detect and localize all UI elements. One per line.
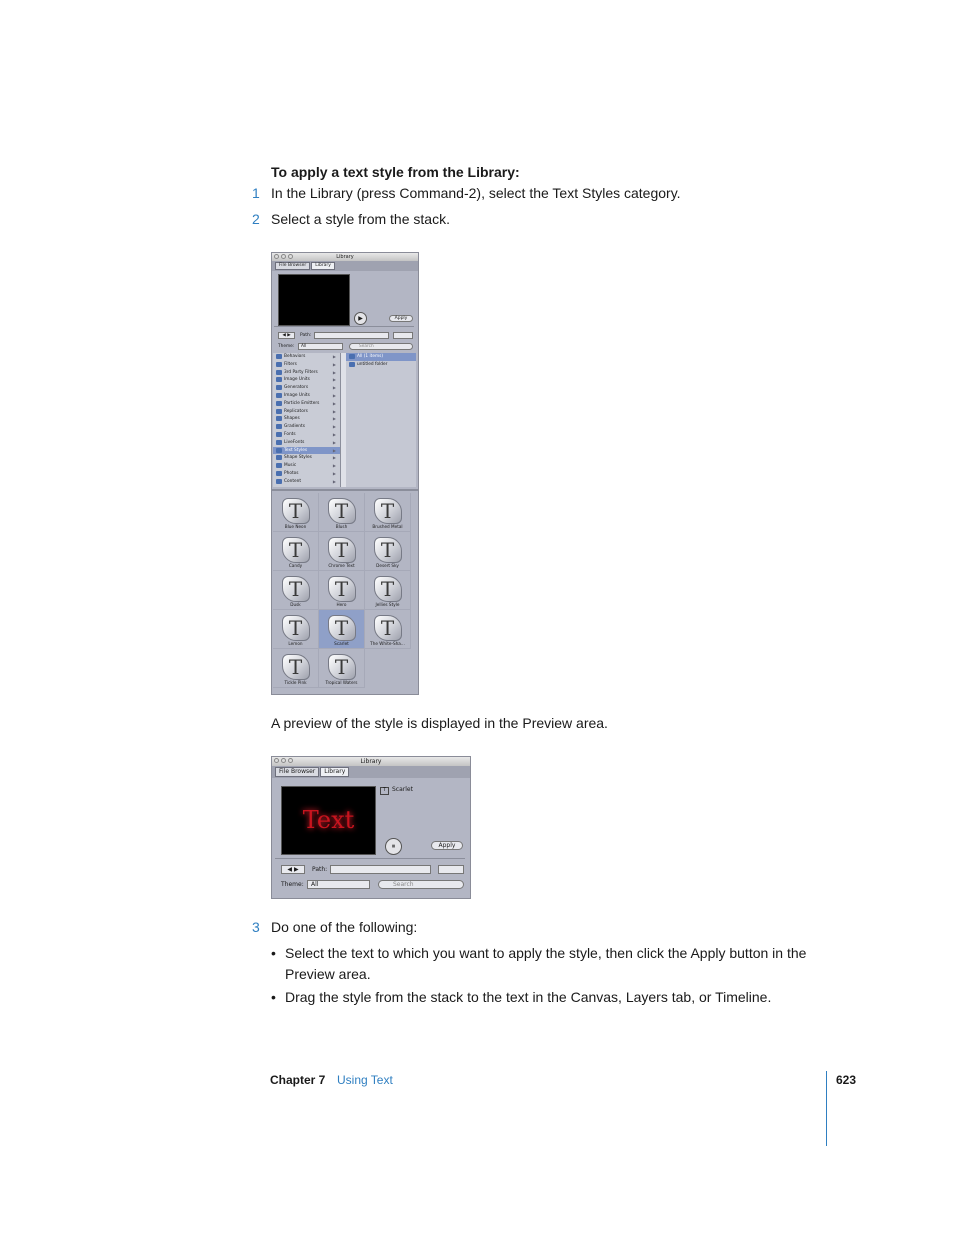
category-icon: [276, 362, 282, 367]
text-style-icon: T: [328, 498, 356, 524]
sidebar-item-label: Generators: [284, 385, 309, 391]
text-style-icon: T: [282, 576, 310, 602]
text-style-icon: T: [282, 537, 310, 563]
category-icon: [276, 448, 282, 453]
folder-item[interactable]: untitled folder: [346, 361, 416, 369]
disclosure-arrow-icon: ▶: [332, 424, 336, 430]
disclosure-arrow-icon: ▶: [332, 431, 336, 437]
tab-library[interactable]: Library: [320, 767, 349, 777]
path-label: Path:: [312, 866, 328, 873]
category-icon: [276, 471, 282, 476]
path-label: Path:: [300, 333, 312, 338]
disclosure-arrow-icon: ▶: [332, 385, 336, 391]
footer-chapter-title[interactable]: Using Text: [337, 1073, 393, 1087]
disclosure-arrow-icon: ▶: [332, 400, 336, 406]
sidebar-item-label: Shape Styles: [284, 455, 312, 461]
disclosure-arrow-icon: ▶: [332, 463, 336, 469]
style-label: Blue Neon: [284, 524, 307, 529]
pause-icon[interactable]: ⏸: [385, 838, 402, 855]
disclosure-arrow-icon: ▶: [332, 361, 336, 367]
tab-bar: [272, 261, 418, 271]
sidebar-item-label: LiveFonts: [284, 439, 305, 445]
sidebar-item-label: Behaviors: [284, 354, 306, 359]
window-titlebar: [272, 757, 470, 766]
style-item[interactable]: [365, 571, 411, 610]
window-title: Library: [336, 254, 354, 260]
bullet-text: Drag the style from the stack to the text in the Canvas, Layers tab, or Timeline.: [285, 989, 772, 1005]
sidebar-item-label: Replicators: [284, 408, 308, 414]
sidebar-item[interactable]: [273, 423, 340, 431]
sidebar-item-label: Filters: [284, 361, 297, 367]
play-icon[interactable]: ▶: [354, 312, 367, 325]
sidebar-item-label: Photos: [284, 470, 299, 476]
bullet-marker: •: [271, 945, 276, 961]
category-icon: [276, 424, 282, 429]
disclosure-arrow-icon: ▶: [332, 392, 336, 398]
disclosure-arrow-icon: ▶: [332, 369, 336, 375]
style-label: Tickle Pink: [284, 680, 307, 685]
divider: [274, 326, 414, 327]
text-style-icon: T: [380, 787, 389, 795]
style-item[interactable]: [319, 493, 365, 532]
step-text: Do one of the following:: [271, 919, 418, 935]
sidebar-item-label: Fonts: [284, 431, 296, 437]
style-item[interactable]: [319, 571, 365, 610]
style-name: T Scarlet: [380, 786, 413, 795]
apply-button[interactable]: Apply: [389, 315, 413, 322]
tab-library[interactable]: Library: [311, 262, 335, 270]
preview-text: Text: [302, 806, 355, 834]
step-3: [252, 919, 417, 935]
category-icon: [276, 393, 282, 398]
text-style-icon: T: [328, 654, 356, 680]
footer-rule: [826, 1071, 827, 1146]
style-item[interactable]: [319, 649, 365, 688]
sidebar-item[interactable]: [273, 376, 340, 384]
sidebar-item-label: Music: [284, 463, 297, 469]
procedure-heading: To apply a text style from the Library:: [271, 164, 520, 180]
style-stack: [273, 493, 411, 688]
tab-file-browser[interactable]: File Browser: [275, 262, 310, 270]
text-style-icon: T: [328, 537, 356, 563]
text-style-icon: T: [282, 654, 310, 680]
category-icon: [276, 416, 282, 421]
library-window-screenshot: [271, 252, 419, 695]
sidebar-item-label: Gradients: [284, 424, 305, 430]
step-text: In the Library (press Command-2), select the Text Styles category.: [271, 185, 681, 201]
sidebar-item[interactable]: [273, 392, 340, 400]
text-style-icon: T: [328, 615, 356, 641]
text-style-icon: T: [374, 537, 402, 563]
sidebar-item[interactable]: [273, 447, 340, 455]
text-style-icon: T: [282, 498, 310, 524]
tab-bar: [272, 766, 470, 778]
folder-pane: [346, 353, 416, 487]
apply-button[interactable]: Apply: [431, 841, 463, 850]
style-label: Chrome Text: [328, 563, 355, 568]
step-1: [252, 185, 681, 201]
search-field[interactable]: Search: [349, 343, 413, 350]
style-item[interactable]: [365, 610, 411, 649]
step-number: 2: [252, 211, 260, 227]
category-icon: [276, 432, 282, 437]
category-sidebar: [273, 353, 340, 487]
category-icon: [276, 455, 282, 460]
step-text: Select a style from the stack.: [271, 211, 450, 227]
text-style-icon: T: [374, 615, 402, 641]
preview-note: A preview of the style is displayed in the Preview area.: [271, 715, 608, 731]
text-style-icon: T: [374, 576, 402, 602]
disclosure-arrow-icon: ▶: [332, 439, 336, 445]
style-label: Scarlet: [334, 641, 349, 646]
traffic-lights[interactable]: [274, 758, 293, 763]
style-item[interactable]: [273, 571, 319, 610]
view-toggle[interactable]: [393, 332, 413, 339]
style-label: Hero: [336, 602, 347, 607]
style-label: Candy: [288, 563, 303, 568]
folder-item[interactable]: All (1 items): [346, 353, 416, 361]
style-label: The White-Sha...: [370, 641, 405, 646]
bullet-text: Select the text to which you want to apply the style, then click the Apply button in the Preview area.: [285, 945, 807, 982]
path-popup[interactable]: [314, 332, 389, 339]
bullet-marker: •: [271, 989, 276, 1005]
back-forward-buttons[interactable]: ◀ ▶: [278, 332, 295, 339]
style-label: Desert Sky: [376, 563, 399, 568]
sidebar-item[interactable]: [273, 454, 340, 462]
sidebar-item[interactable]: [273, 462, 340, 470]
sidebar-item[interactable]: [273, 369, 340, 377]
style-label: Brushed Metal: [372, 524, 403, 529]
disclosure-arrow-icon: ▶: [332, 408, 336, 414]
page-number: 623: [836, 1073, 857, 1087]
text-style-icon: T: [328, 576, 356, 602]
disclosure-arrow-icon: ▶: [332, 416, 336, 422]
step-2: [252, 211, 450, 227]
sidebar-item[interactable]: [273, 478, 340, 486]
search-field[interactable]: Search: [378, 880, 464, 889]
style-item[interactable]: [365, 532, 411, 571]
view-toggle[interactable]: [438, 865, 464, 874]
sidebar-item[interactable]: [273, 439, 340, 447]
step-number: 1: [252, 185, 260, 201]
disclosure-arrow-icon: ▶: [332, 470, 336, 476]
step-number: 3: [252, 919, 260, 935]
theme-popup[interactable]: All: [307, 880, 370, 889]
disclosure-arrow-icon: ▶: [332, 478, 336, 484]
category-icon: [276, 463, 282, 468]
style-label: Tropical Waters: [325, 680, 358, 685]
sidebar-item-label: Particle Emitters: [284, 400, 320, 406]
theme-label: Theme:: [278, 344, 295, 349]
style-item[interactable]: [319, 532, 365, 571]
style-item[interactable]: [273, 532, 319, 571]
disclosure-arrow-icon: ▶: [332, 447, 336, 453]
style-label: Lemon: [288, 641, 303, 646]
style-label: Dusk: [290, 602, 301, 607]
text-style-icon: T: [282, 615, 310, 641]
pane-divider[interactable]: [272, 489, 418, 491]
style-item[interactable]: [319, 610, 365, 649]
window-titlebar: [272, 253, 418, 261]
tab-file-browser[interactable]: File Browser: [275, 767, 319, 777]
category-icon: [276, 479, 282, 484]
sidebar-item-label: 3rd Party Filters: [284, 369, 318, 375]
category-icon: [276, 370, 282, 375]
sidebar-item[interactable]: [273, 384, 340, 392]
category-icon: [276, 440, 282, 445]
sidebar-item[interactable]: [273, 400, 340, 408]
style-item[interactable]: [365, 493, 411, 532]
divider: [275, 858, 465, 859]
category-icon: [276, 409, 282, 414]
library-preview-screenshot: [271, 756, 471, 899]
preview-area: [278, 274, 350, 326]
style-item[interactable]: [273, 493, 319, 532]
sidebar-item[interactable]: [273, 415, 340, 423]
style-item[interactable]: [273, 649, 319, 688]
sidebar-item[interactable]: [273, 361, 340, 369]
sidebar-item[interactable]: [273, 353, 340, 361]
disclosure-arrow-icon: ▶: [332, 354, 336, 359]
sidebar-item[interactable]: [273, 470, 340, 478]
category-icon: [276, 385, 282, 390]
theme-popup[interactable]: All: [298, 343, 343, 350]
style-item[interactable]: [273, 610, 319, 649]
back-forward-buttons[interactable]: ◀ ▶: [281, 865, 305, 874]
category-icon: [276, 377, 282, 382]
footer-chapter: Chapter 7: [270, 1073, 326, 1087]
sidebar-item-label: Image Units: [284, 392, 310, 398]
theme-label: Theme:: [281, 881, 304, 888]
category-icon: [276, 354, 282, 359]
sidebar-item[interactable]: [273, 408, 340, 416]
sidebar-item-label: Image Units: [284, 377, 310, 383]
sidebar-item-label: Shapes: [284, 416, 300, 422]
style-label: Jellies Style: [375, 602, 400, 607]
style-label: Blush: [335, 524, 348, 529]
bullet-item: [271, 943, 816, 985]
sidebar-item[interactable]: [273, 431, 340, 439]
bullet-item: [271, 987, 816, 1008]
text-style-icon: T: [374, 498, 402, 524]
disclosure-arrow-icon: ▶: [332, 455, 336, 461]
preview-area: [281, 786, 376, 855]
category-icon: [276, 401, 282, 406]
sidebar-item-label: Text Styles: [284, 447, 308, 453]
path-popup[interactable]: [330, 865, 431, 874]
sidebar-item-label: Content: [284, 478, 302, 484]
disclosure-arrow-icon: ▶: [332, 377, 336, 383]
window-title: Library: [360, 758, 382, 765]
traffic-lights[interactable]: [274, 254, 293, 259]
